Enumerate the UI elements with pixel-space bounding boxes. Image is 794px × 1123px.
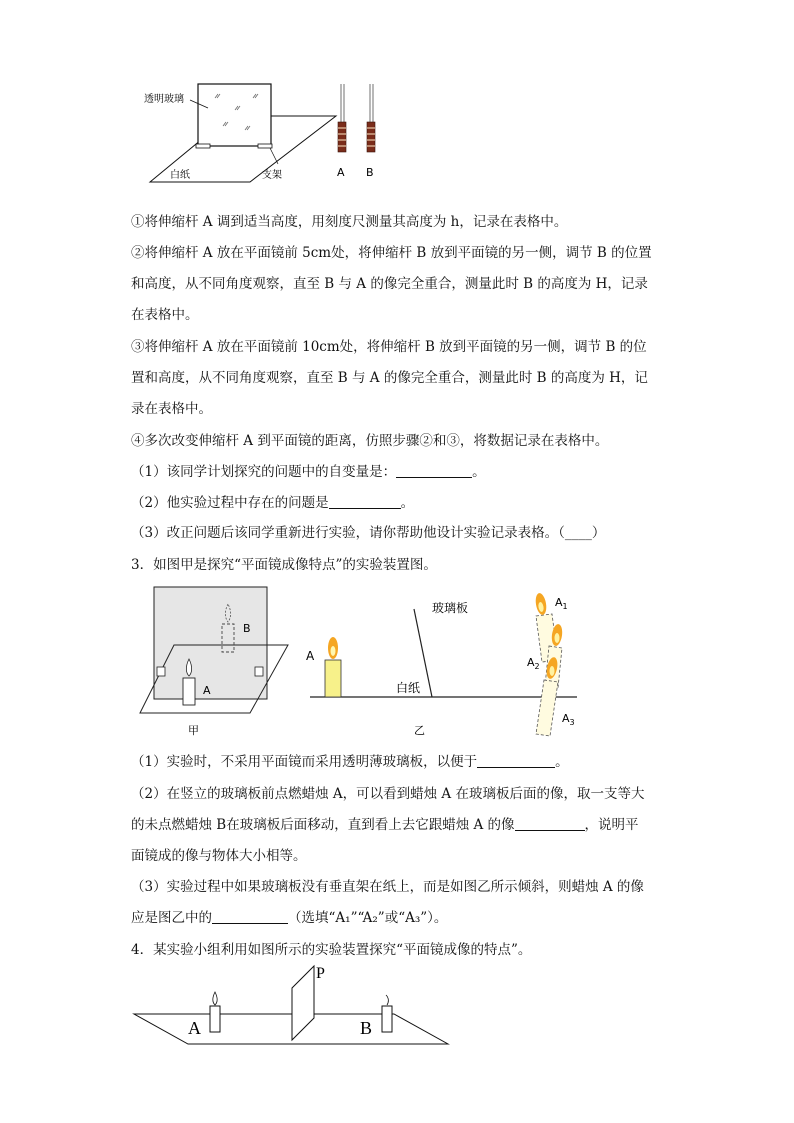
fig-jia-caption: 甲 (188, 724, 199, 737)
a2-label (527, 656, 540, 671)
q3-sub3-blank[interactable] (212, 909, 288, 924)
glass-board (154, 587, 267, 699)
q3-sub2-blank[interactable] (515, 816, 585, 831)
step-3-line-2: 置和高度，从不同角度观察，直至 B 与 A 的像完全重合，测量此时 B 的高度为 H，记 (131, 370, 648, 386)
q2-sub2 (131, 493, 414, 513)
step-2-line-3: 在表格中。 (131, 307, 199, 323)
paper-label: 白纸 (170, 170, 190, 181)
q3-sub1 (131, 752, 569, 772)
q4-title: 4．某实验小组利用如图所示的实验装置探究“平面镜成像的特点”。 (131, 942, 532, 958)
q3-sub3-line-2 (131, 908, 447, 928)
candle-a (210, 1006, 220, 1032)
a2-letter: A (527, 656, 535, 669)
label-b: B (360, 1018, 373, 1038)
glass-label: 透明玻璃 (144, 94, 184, 105)
table-plane (134, 1014, 448, 1044)
q2-sub1 (131, 462, 486, 482)
candle-b (382, 1006, 392, 1032)
figure-glass-rods (130, 78, 390, 188)
step-3-line-3: 录在表格中。 (131, 401, 212, 417)
a1-subscript: 1 (562, 602, 568, 611)
q3-sub3-text: 应是图乙中的 (131, 910, 212, 926)
rod-b (367, 84, 375, 152)
a1-letter: A (555, 596, 563, 609)
step-3-line-1: ③将伸缩杆 A 放在平面镜前 10cm处，将伸缩杆 B 放到平面镜的另一侧，调节 B 的位 (131, 339, 647, 355)
q2-sub2-blank[interactable] (329, 494, 401, 509)
step-2-line-1: ②将伸缩杆 A 放在平面镜前 5cm处，将伸缩杆 B 放到平面镜的另一侧，调节 B 的位置 (131, 245, 652, 261)
q3-sub3-line-1: （3）实验过程中如果玻璃板没有垂直架在纸上，而是如图乙所示倾斜，则蜡烛 A 的像 (131, 879, 644, 895)
figure-q4 (132, 962, 454, 1050)
q3-sub1-text: （1）实验时，不采用平面镜而采用透明薄玻璃板，以便于 (131, 754, 478, 770)
q3-sub1-end: 。 (555, 754, 569, 770)
a3-subscript: 3 (569, 718, 575, 727)
q3-sub1-blank[interactable] (477, 753, 555, 768)
q2-sub1-blank[interactable] (396, 463, 472, 478)
a1-label (555, 596, 568, 611)
candle-b-label: B (243, 622, 251, 635)
step-4: ④多次改变伸缩杆 A 到平面镜的距离，仿照步骤②和③，将数据记录在表格中。 (131, 433, 609, 449)
step-1: ①将伸缩杆 A 调到适当高度，用刻度尺测量其高度为 h，记录在表格中。 (131, 214, 568, 230)
candle-a-label: A (306, 649, 315, 663)
q2-sub3: （3）改正问题后该同学重新进行实验，请你帮助他设计实验记录表格。（____） (131, 525, 606, 541)
candle-a (325, 637, 341, 697)
glass-board-label: 玻璃板 (432, 601, 469, 615)
candle-a-label: A (203, 684, 211, 697)
q2-sub1-text: （1）该同学计划探究的问题中的自变量是： (131, 464, 397, 480)
q2-sub2-text: （2）他实验过程中存在的问题是 (131, 495, 329, 511)
q2-sub1-end: 。 (472, 464, 486, 480)
label-a: A (188, 1018, 201, 1038)
stand-left (196, 144, 210, 148)
q3-title: 3．如图甲是探究“平面镜成像特点”的实验装置图。 (131, 557, 437, 573)
stand-label: 支架 (262, 170, 282, 181)
rod-b-label: B (366, 166, 374, 179)
figure-yi (300, 584, 590, 740)
q3-sub2-line-3: 面镜成的像与物体大小相等。 (131, 848, 307, 864)
q3-sub2-text: 的未点燃蜡烛 B在玻璃板后面移动，直到看上去它跟蜡烛 A 的像 (131, 817, 515, 833)
q3-sub3-end: （选填“A₁”“A₂”或“A₃”）。 (288, 910, 448, 926)
rod-a-label: A (337, 166, 345, 179)
label-p: P (316, 965, 325, 982)
rod-a (338, 84, 346, 152)
a3-letter: A (562, 712, 570, 725)
q3-sub2-end: ，说明平 (584, 817, 639, 833)
candle-a (183, 678, 195, 705)
stand-right (258, 144, 272, 148)
q2-sub2-end: 。 (400, 495, 415, 511)
q3-sub2-line-2 (131, 815, 639, 835)
figure-jia (138, 584, 294, 740)
fig-yi-caption: 乙 (414, 724, 425, 737)
glass-pane (198, 84, 271, 146)
a2-subscript: 2 (534, 662, 540, 671)
glass-plate-p (292, 966, 314, 1040)
a3-label (562, 712, 575, 727)
paper-label: 白纸 (396, 681, 421, 695)
q3-sub2-line-1: （2）在竖立的玻璃板前点燃蜡烛 A，可以看到蜡烛 A 在玻璃板后面的像，取一支等大 (131, 786, 645, 802)
step-2-line-2: 和高度，从不同角度观察，直至 B 与 A 的像完全重合，测量此时 B 的高度为 H，记录 (131, 276, 648, 292)
